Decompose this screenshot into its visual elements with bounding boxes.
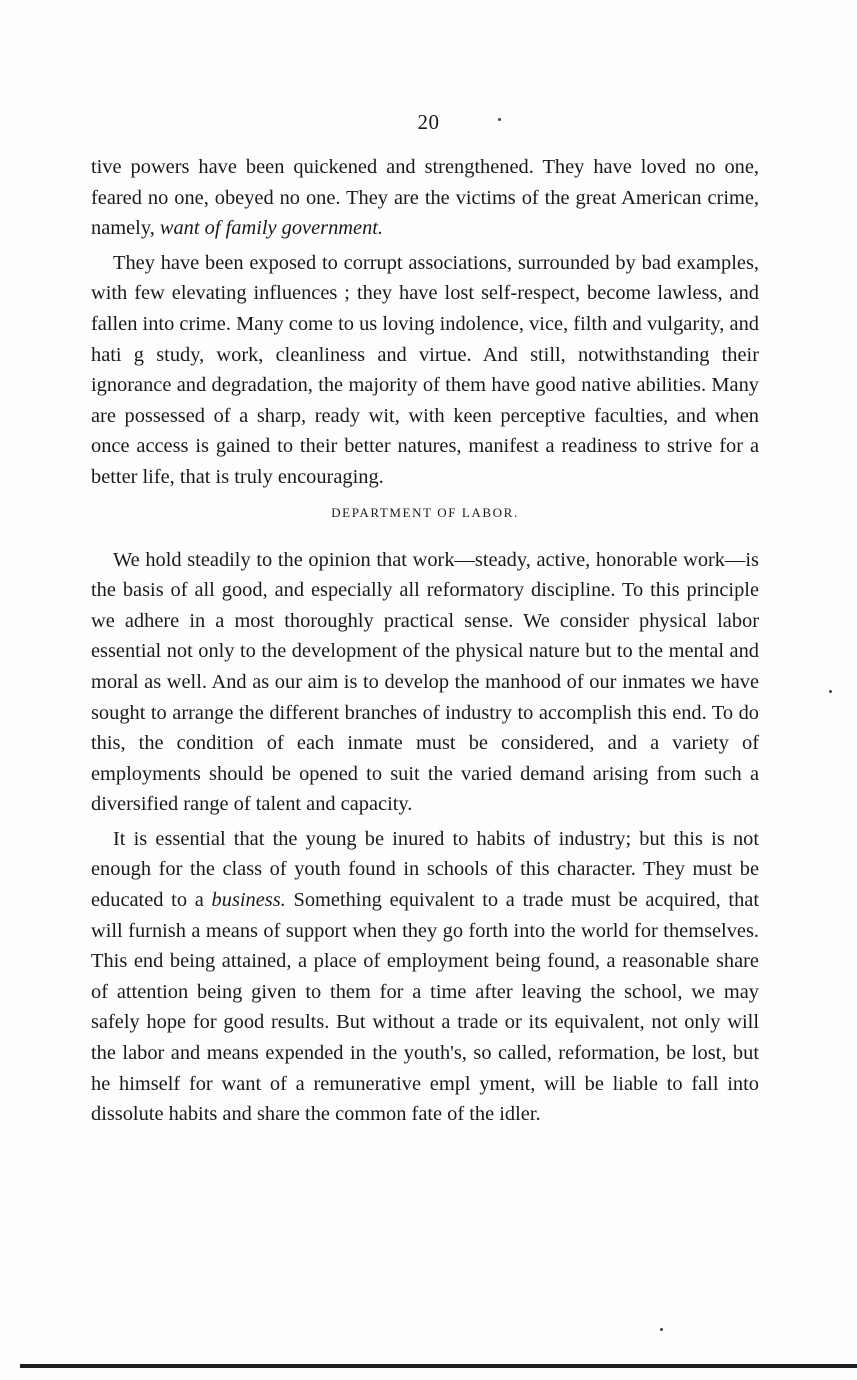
print-speck (498, 118, 501, 121)
italic-word: business. (211, 889, 286, 912)
paragraph-continuation (91, 152, 759, 244)
print-speck (660, 1328, 663, 1331)
paragraph-text: Something equivalent to a trade must be acquired, that will furnish a means of support when they go forth into the world for themselves. This end being attained, a place of employment being found, a reasonable share of attention being given to them for a time after leaving the school, we may safely hope for good results. But without a trade or its equivalent, not only will the labor and means expended in the youth's, so called, reformation, be lost, but he himself for want of a remunerative empl yment, will be liable to fall into dissolute habits and share the common fate of the idler. (91, 889, 759, 1126)
italic-phrase: want of family government. (159, 217, 384, 240)
section-heading: DEPARTMENT OF LABOR. (331, 504, 519, 520)
paragraph (91, 824, 759, 1130)
paragraph: They have been exposed to corrupt associations, surrounded by bad examples, with few elevating influences ; they have lost self-respect, become lawless, and fallen into crime. Many come to us loving indolence, vice, filth and vulgarity, and hati g study, work, cleanliness and virtue. And still, notwithstanding their ignorance and degradation, the majority of them have good native abilities. Many are possessed of a sharp, ready wit, with keen perceptive faculties, and when once access is gained to their better natures, manifest a readiness to strive for a better life, that is truly encouraging. (91, 251, 759, 488)
page-number: 20 (417, 110, 440, 134)
print-speck (829, 690, 832, 693)
body-text (91, 152, 759, 1130)
paragraph-text: tive powers have been quickened and strengthened. They have loved no one, feared no one, obeyed no one. They are the victims of the great American crime, namely, (91, 156, 759, 240)
paragraph: We hold steadily to the opinion that work—steady, active, honorable work—is the basis of all good, and especially all reformatory discipline. To this principle we adhere in a most thoroughly practical sense. We consider physical labor essential not only to the development of the physical nature but to the mental and moral as well. And as our aim is to develop the manhood of our inmates we have sought to arrange the different branches of industry to accomplish this end. To do this, the condition of each inmate must be considered, and a variety of employments should be opened to suit the varied demand arising from such a diversified range of talent and capacity. (91, 548, 759, 816)
bottom-rule (20, 1364, 857, 1368)
paragraph-text: It is essential that the young be inured to habits of industry; but this is not enough for the class of youth found in schools of this character. They must be educated to a (91, 827, 759, 912)
